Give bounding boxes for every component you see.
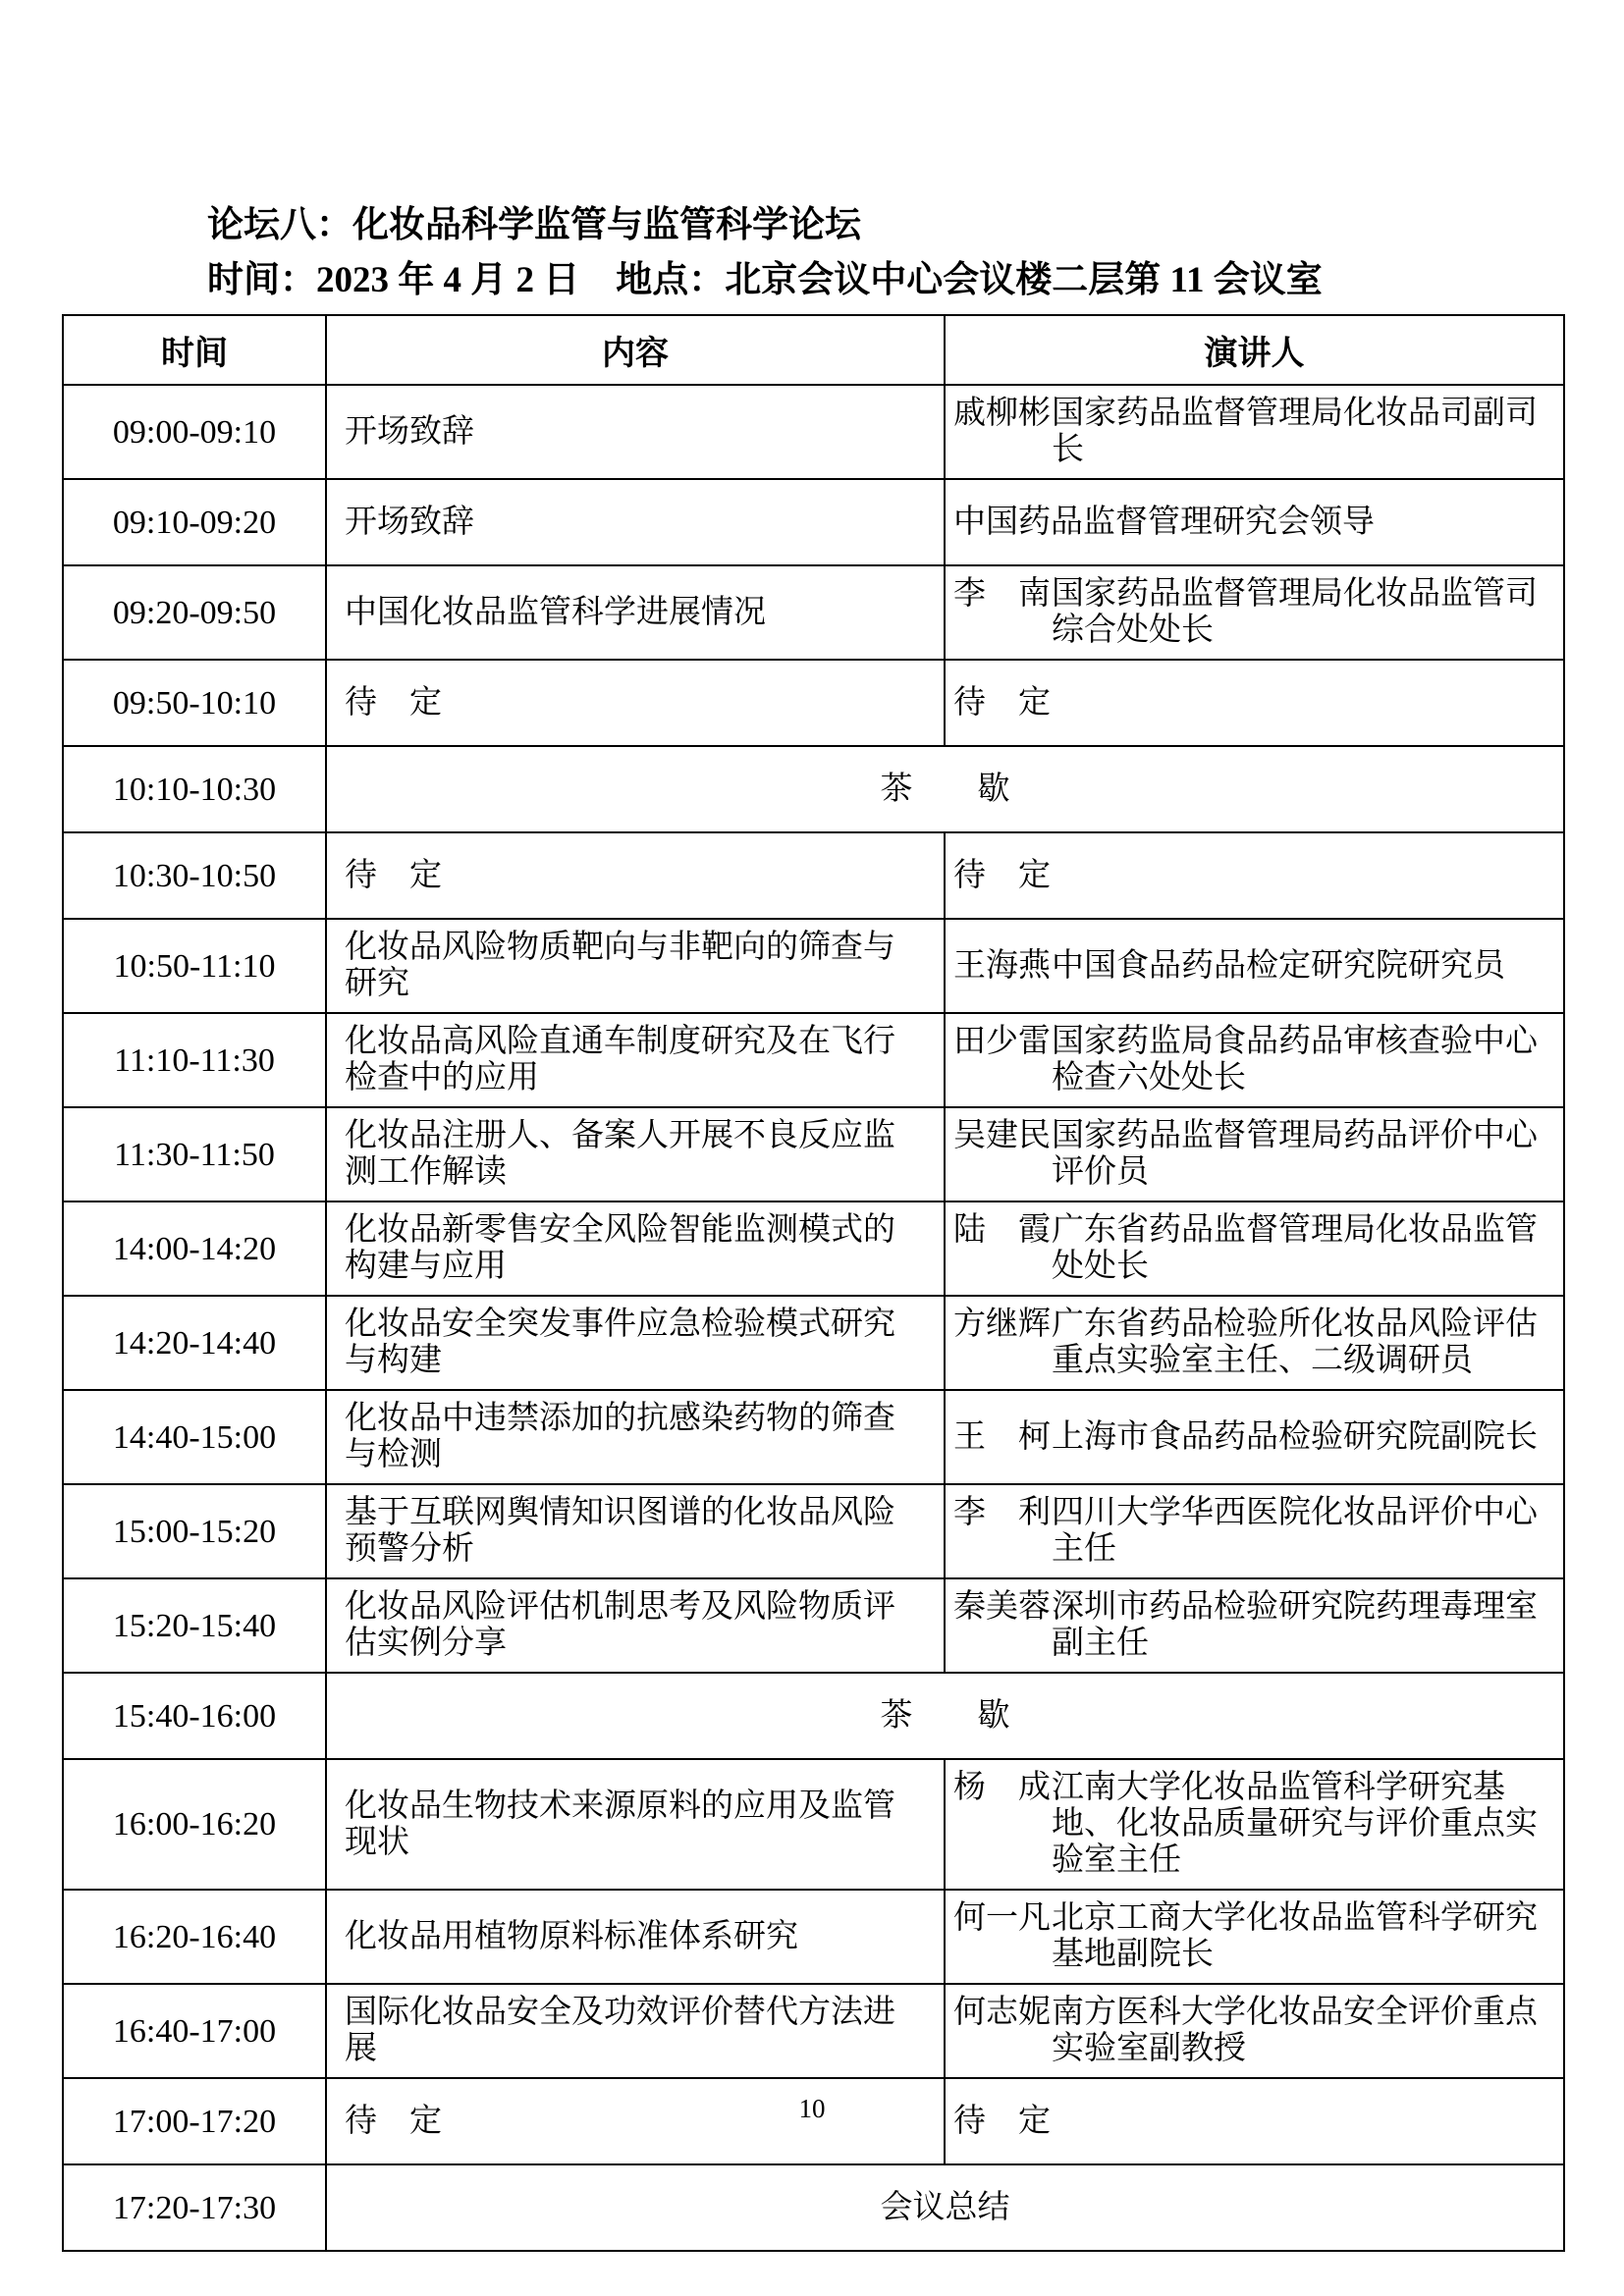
speaker-affiliation: 北京工商大学化妆品监管科学研究基地副院长: [1052, 1900, 1538, 1972]
table-row: [63, 565, 1564, 660]
agenda-table-body: [63, 385, 1564, 2251]
table-row: [63, 385, 1564, 479]
speaker-cell: [945, 660, 1564, 746]
speaker-row: [953, 396, 1540, 468]
speaker-name: 何志妮: [953, 1995, 1051, 2030]
time-cell: 10:50-11:10: [63, 919, 326, 1013]
content-cell: 化妆品安全突发事件应急检验模式研究与构建: [326, 1296, 945, 1390]
table-row: [63, 479, 1564, 565]
time-cell: 14:00-14:20: [63, 1201, 326, 1296]
time-cell: 14:40-15:00: [63, 1390, 326, 1484]
content-cell: 待 定: [326, 660, 945, 746]
content-cell: 化妆品中违禁添加的抗感染药物的筛查与检测: [326, 1390, 945, 1484]
speaker-affiliation: 南方医科大学化妆品安全评价重点实验室副教授: [1052, 1995, 1538, 2066]
speaker-cell: [945, 479, 1564, 565]
page-number: 10: [798, 2094, 826, 2123]
speaker-cell: [945, 385, 1564, 479]
agenda-table: [62, 314, 1565, 2252]
speaker-affiliation: 广东省药品监督管理局化妆品监管处处长: [1052, 1212, 1538, 1284]
speaker-name: 吴建民: [953, 1118, 1051, 1153]
speaker-cell: [945, 1201, 1564, 1296]
time-cell: 09:20-09:50: [63, 565, 326, 660]
speaker-cell: [945, 1984, 1564, 2078]
speaker-row: [953, 1118, 1540, 1191]
content-cell: 基于互联网舆情知识图谱的化妆品风险预警分析: [326, 1484, 945, 1578]
content-cell: 开场致辞: [326, 479, 945, 565]
page-title: 论坛八：化妆品科学监管与监管科学论坛: [207, 205, 861, 245]
content-cell: 化妆品风险物质靶向与非靶向的筛查与研究: [326, 919, 945, 1013]
speaker-row: [953, 1024, 1540, 1096]
speaker-row: [953, 685, 1540, 721]
time-cell: 11:10-11:30: [63, 1013, 326, 1107]
speaker-text: 待 定: [953, 684, 1051, 721]
speaker-cell: [945, 1296, 1564, 1390]
speaker-row: [953, 1900, 1540, 1973]
time-cell: 17:20-17:30: [63, 2164, 326, 2251]
speaker-affiliation: 广东省药品检验所化妆品风险评估重点实验室主任、二级调研员: [1052, 1307, 1538, 1378]
content-cell: 中国化妆品监管科学进展情况: [326, 565, 945, 660]
time-cell: 09:50-10:10: [63, 660, 326, 746]
table-row: [63, 1201, 1564, 1296]
speaker-name: 陆 霞: [953, 1212, 1051, 1248]
speaker-affiliation: 国家药品监督管理局药品评价中心评价员: [1052, 1118, 1538, 1190]
speaker-affiliation: 深圳市药品检验研究院药理毒理室副主任: [1052, 1589, 1538, 1661]
time-cell: 11:30-11:50: [63, 1107, 326, 1201]
agenda-table-header: [63, 315, 1564, 385]
speaker-row: [953, 1419, 1540, 1456]
speaker-cell: [945, 1484, 1564, 1578]
speaker-cell: [945, 832, 1564, 919]
content-cell: 化妆品生物技术来源原料的应用及监管现状: [326, 1759, 945, 1890]
content-cell: 待 定: [326, 832, 945, 919]
table-row: [63, 1484, 1564, 1578]
speaker-affiliation: 上海市食品药品检验研究院副院长: [1052, 1418, 1538, 1455]
time-cell: 09:10-09:20: [63, 479, 326, 565]
speaker-affiliation: 国家药监局食品药品审核查验中心检查六处处长: [1052, 1024, 1538, 1095]
speaker-text: 待 定: [953, 2103, 1051, 2139]
table-row: [63, 832, 1564, 919]
time-cell: 10:30-10:50: [63, 832, 326, 919]
page-subtitle: 时间：2023 年 4 月 2 日 地点：北京会议中心会议楼二层第 11 会议室: [207, 260, 1323, 300]
speaker-row: [953, 948, 1540, 985]
table-row: [63, 1390, 1564, 1484]
speaker-name: 何一凡: [953, 1900, 1051, 1936]
table-row: [63, 1013, 1564, 1107]
content-cell: 化妆品注册人、备案人开展不良反应监测工作解读: [326, 1107, 945, 1201]
content-cell: 化妆品风险评估机制思考及风险物质评估实例分享: [326, 1578, 945, 1673]
time-cell: 15:00-15:20: [63, 1484, 326, 1578]
content-cell: 化妆品新零售安全风险智能监测模式的构建与应用: [326, 1201, 945, 1296]
speaker-row: [953, 1589, 1540, 1662]
speaker-name: 秦美蓉: [953, 1589, 1051, 1625]
content-cell: 化妆品用植物原料标准体系研究: [326, 1890, 945, 1984]
speaker-name: 李 利: [953, 1495, 1051, 1530]
speaker-affiliation: 江南大学化妆品监管科学研究基地、化妆品质量研究与评价重点实验室主任: [1052, 1770, 1538, 1878]
time-cell: 15:20-15:40: [63, 1578, 326, 1673]
table-row: [63, 919, 1564, 1013]
speaker-cell: [945, 1390, 1564, 1484]
col-header-time: 时间: [63, 315, 326, 385]
speaker-cell: [945, 1013, 1564, 1107]
table-row: [63, 660, 1564, 746]
content-cell: 待 定: [326, 2078, 945, 2164]
speaker-cell: [945, 919, 1564, 1013]
merged-cell: [326, 1673, 1564, 1759]
speaker-affiliation: 中国食品药品检定研究院研究员: [1052, 947, 1505, 984]
merged-cell: [326, 746, 1564, 832]
col-header-content: 内容: [326, 315, 945, 385]
col-header-speaker: 演讲人: [945, 315, 1564, 385]
table-row: [63, 746, 1564, 832]
speaker-name: 田少雷: [953, 1024, 1051, 1059]
speaker-name: 杨 成: [953, 1770, 1051, 1805]
break-label: 茶 歇: [880, 1697, 1010, 1734]
break-label: 会议总结: [880, 2189, 1010, 2225]
speaker-cell: [945, 565, 1564, 660]
speaker-row: [953, 1495, 1540, 1568]
break-label: 茶 歇: [880, 771, 1010, 807]
speaker-cell: [945, 1107, 1564, 1201]
speaker-row: [953, 1212, 1540, 1285]
content-cell: 国际化妆品安全及功效评价替代方法进展: [326, 1984, 945, 2078]
speaker-row: [953, 858, 1540, 894]
speaker-cell: [945, 1759, 1564, 1890]
header-row: [63, 315, 1564, 385]
speaker-affiliation: 国家药品监督管理局化妆品司副司长: [1052, 396, 1538, 467]
time-cell: 14:20-14:40: [63, 1296, 326, 1390]
speaker-text: 待 定: [953, 857, 1051, 893]
time-cell: 10:10-10:30: [63, 746, 326, 832]
table-row: [63, 1107, 1564, 1201]
time-cell: 09:00-09:10: [63, 385, 326, 479]
speaker-affiliation: 国家药品监督管理局化妆品监管司综合处处长: [1052, 576, 1538, 648]
time-cell: 17:00-17:20: [63, 2078, 326, 2164]
content-cell: 化妆品高风险直通车制度研究及在飞行检查中的应用: [326, 1013, 945, 1107]
speaker-name: 王 柯: [953, 1418, 1051, 1455]
table-row: [63, 1759, 1564, 1890]
time-cell: 16:00-16:20: [63, 1759, 326, 1890]
table-row: [63, 1296, 1564, 1390]
speaker-name: 王海燕: [953, 947, 1051, 984]
time-cell: 16:20-16:40: [63, 1890, 326, 1984]
speaker-row: [953, 505, 1540, 541]
merged-cell: [326, 2164, 1564, 2251]
time-cell: 16:40-17:00: [63, 1984, 326, 2078]
table-row: [63, 1984, 1564, 2078]
page-content: [62, 0, 1563, 2252]
speaker-name: 李 南: [953, 576, 1051, 612]
table-row: [63, 1673, 1564, 1759]
table-row: [63, 2164, 1564, 2251]
speaker-name: 戚柳彬: [953, 396, 1051, 431]
speaker-affiliation: 四川大学华西医院化妆品评价中心主任: [1052, 1495, 1538, 1567]
speaker-text: 中国药品监督管理研究会领导: [953, 504, 1375, 540]
speaker-name: 方继辉: [953, 1307, 1051, 1342]
table-row: [63, 1890, 1564, 1984]
content-cell: 开场致辞: [326, 385, 945, 479]
time-cell: 15:40-16:00: [63, 1673, 326, 1759]
table-row: [63, 1578, 1564, 1673]
speaker-cell: [945, 1890, 1564, 1984]
speaker-row: [953, 1995, 1540, 2067]
speaker-row: [953, 1307, 1540, 1379]
speaker-cell: [945, 1578, 1564, 1673]
speaker-row: [953, 1770, 1540, 1879]
speaker-row: [953, 576, 1540, 649]
